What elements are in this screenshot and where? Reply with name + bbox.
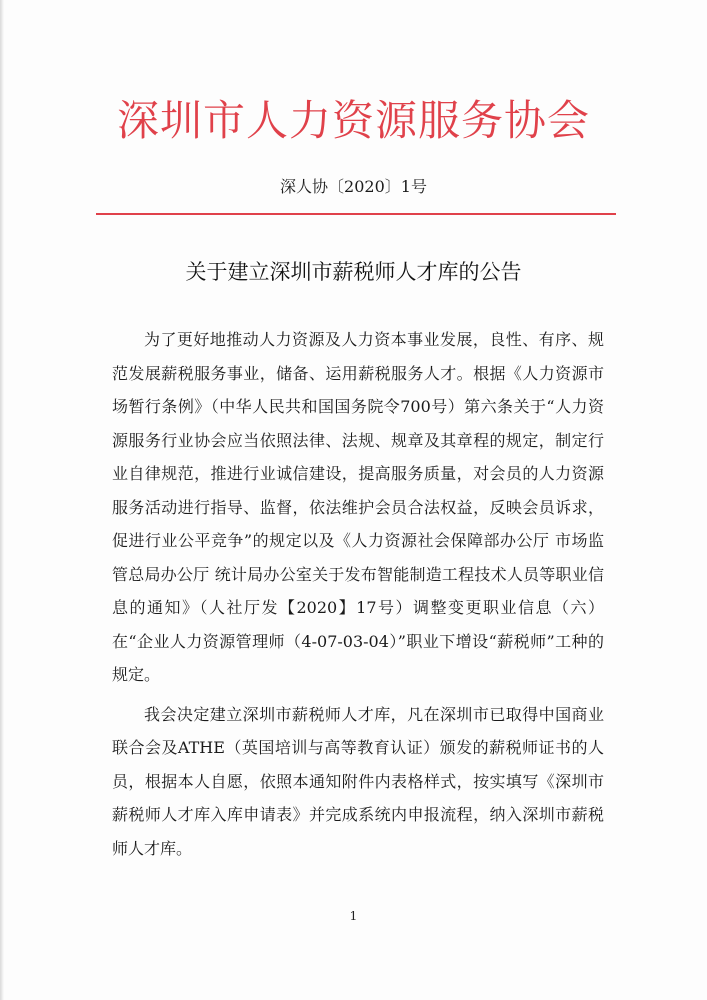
body-paragraph-1: 为了更好地推动人力资源及人力资本事业发展，良性、有序、规范发展薪税服务事业，储备、运用薪税服务人才。根据《人力资源市场暂行条例》（中华人民共和国国务院令700号）第六条关于“人力资源服务行业协会应当依照法律、法规、规章及其章程的规定，制定行业自律规范，推进行业诚信建设，提高服务质量，对会员的人力资源服务活动进行指导、监督，依法维护会员合法权益，反映会员诉求，促进行业公平竞争”的规定以及《人力资源社会保障部办公厅 市场监管总局办公厅 统计局办公室关于发布智能制造工程技术人员等职业信息的通知》（人社厅发【2020】17号）调整变更职业信息（六）在“企业人力资源管理师（4-07-03-04）”职业下增设“薪税师”工种的规定。 xyxy=(112,330,604,684)
body-paragraph-2: 我会决定建立深圳市薪税师人才库，凡在深圳市已取得中国商业联合会及ATHE（英国培训与高等教育认证）颁发的薪税师证书的人员，根据本人自愿，依照本通知附件内表格样式，按实填写《深圳市薪税师人才库入库申请表》并完成系统内申报流程，纳入深圳市薪税师人才库。 xyxy=(112,704,604,858)
letterhead-title: 深圳市人力资源服务协会 xyxy=(116,96,590,145)
notice-body xyxy=(112,323,604,871)
scan-edge-shadow xyxy=(0,0,4,1000)
letterhead-divider xyxy=(96,213,616,215)
notice-title: 关于建立深圳市薪税师人才库的公告 xyxy=(185,260,522,284)
page-number: 1 xyxy=(349,909,358,923)
document-number: 深人协〔2020〕1号 xyxy=(280,177,427,196)
